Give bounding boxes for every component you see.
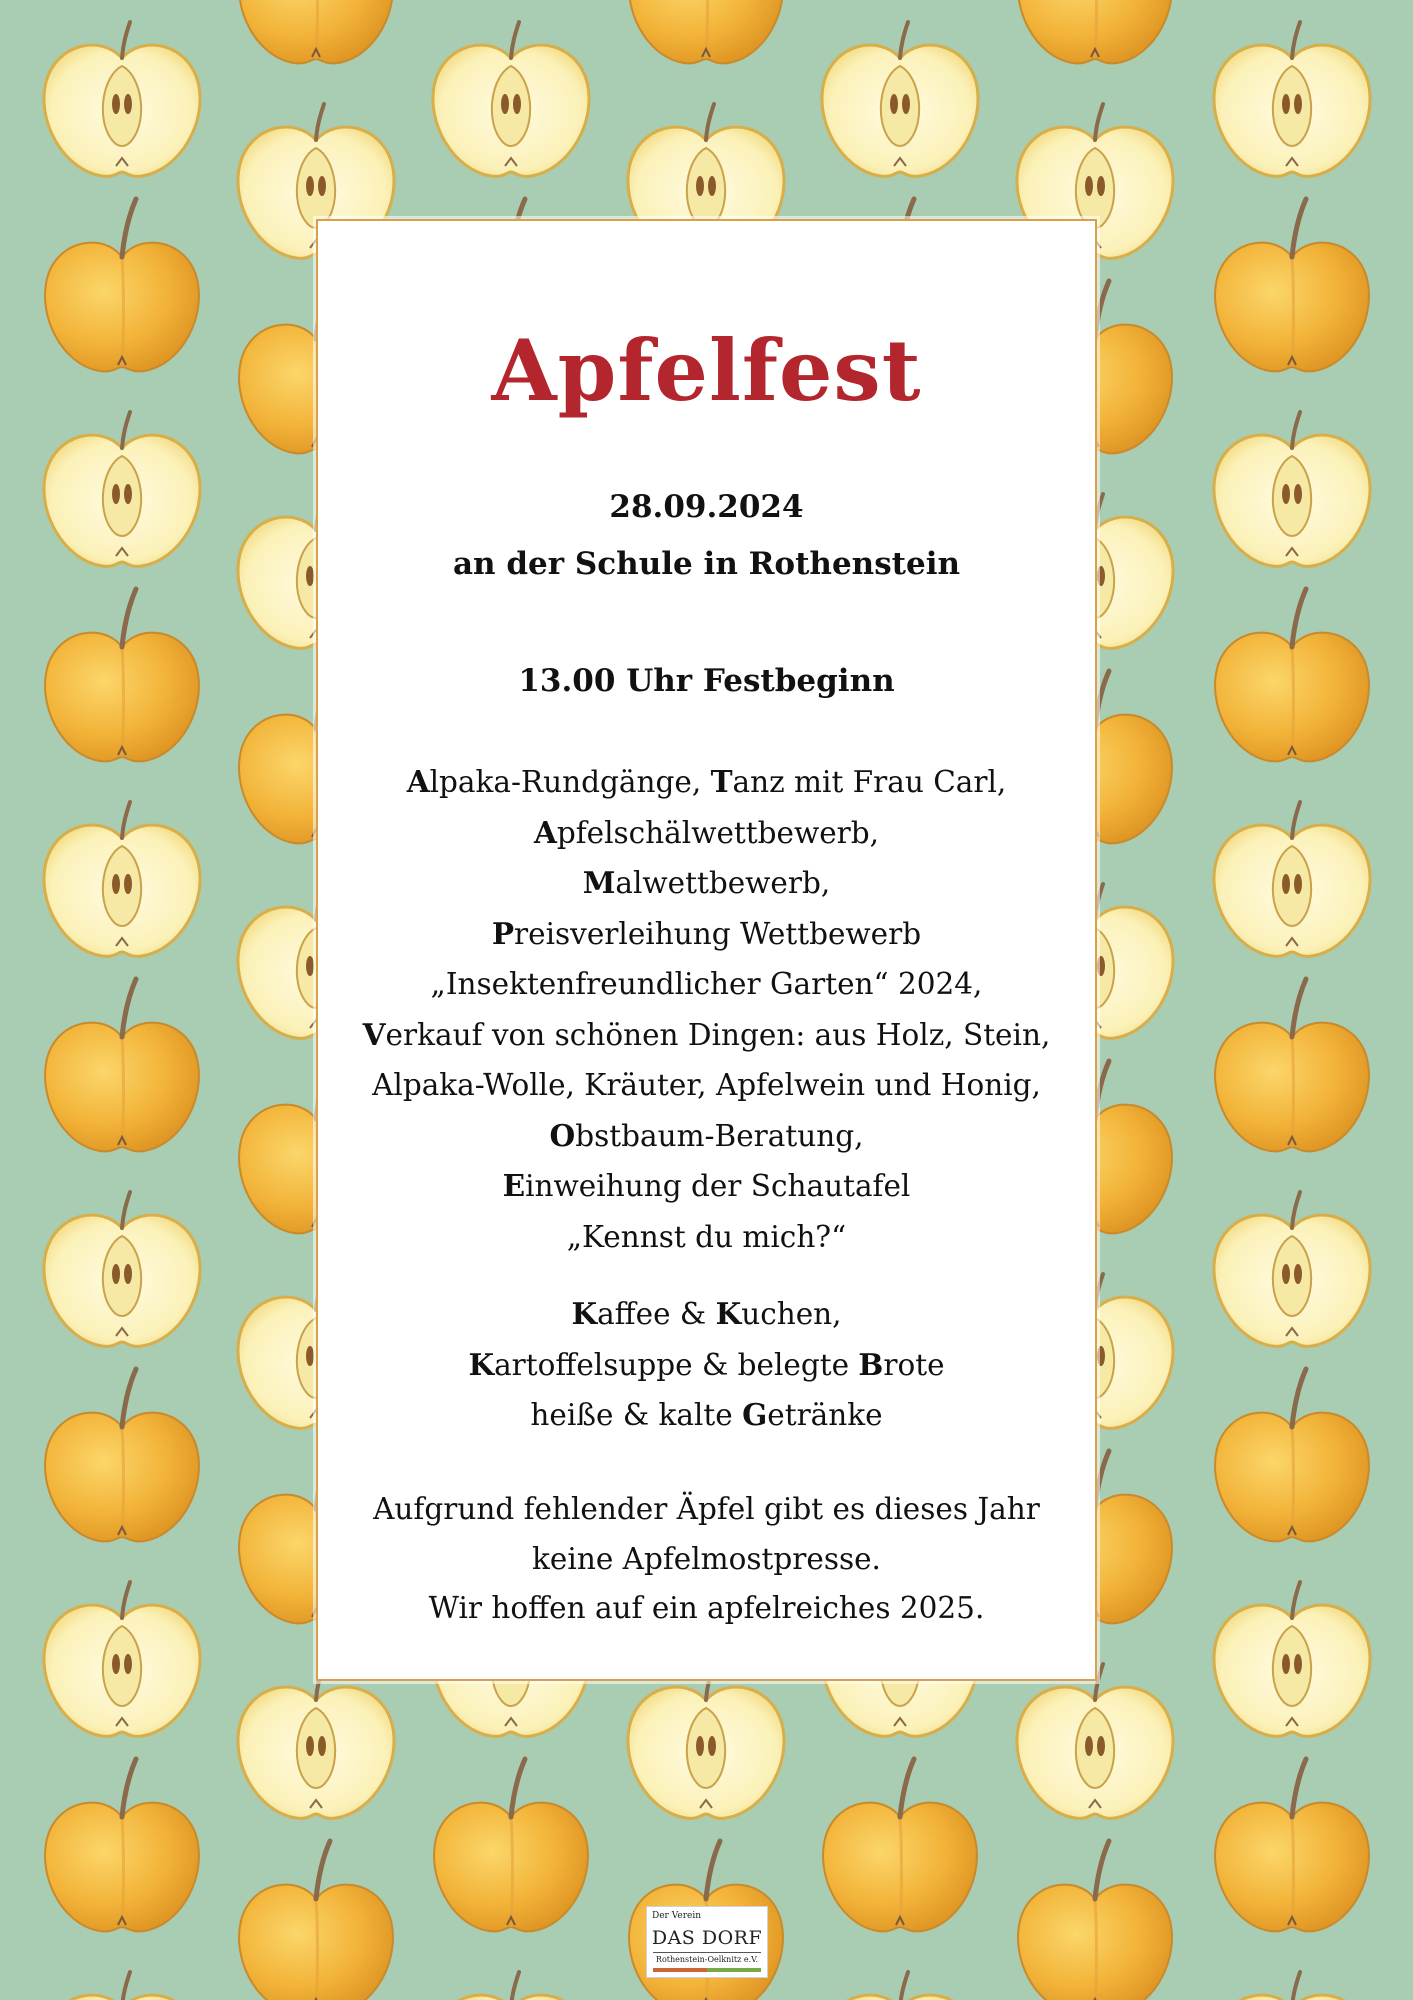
poster-title: Apfelfest: [491, 321, 922, 420]
logo-divider: [653, 1952, 761, 1953]
apple-half-illustration: [628, 1664, 784, 1818]
apple-whole-illustration: [1018, 1841, 1172, 2000]
event-start-time: 13.00 Uhr Festbeginn: [518, 663, 895, 699]
apple-half-illustration: [44, 802, 200, 956]
apple-whole-illustration: [45, 979, 199, 1151]
apple-whole-illustration: [45, 1369, 199, 1541]
apple-half-illustration: [1214, 22, 1370, 176]
event-venue: an der Schule in Rothenstein: [452, 546, 961, 582]
apple-whole-illustration: [434, 1759, 588, 1931]
notice-line: Aufgrund fehlender Äpfel gibt es dieses Jahr: [373, 1492, 1040, 1526]
apple-whole-illustration: [1215, 1759, 1369, 1931]
program-line: Preisverleihung Wettbewerb: [491, 915, 922, 951]
apple-half-illustration: [1214, 1192, 1370, 1346]
notice-text: [318, 1485, 1095, 1634]
apple-half-illustration: [822, 1972, 978, 2000]
club-logo: [646, 1906, 768, 1978]
program-line: Alpaka-Rundgänge, Tanz mit Frau Carl,: [406, 764, 1007, 799]
apple-whole-illustration: [239, 1841, 393, 2000]
apple-whole-illustration: [1215, 589, 1369, 761]
apple-whole-illustration: [1215, 199, 1369, 371]
apple-whole-illustration: [45, 199, 199, 371]
program-line: Alpaka-Wolle, Kräuter, Apfelwein und Honig,: [372, 1068, 1041, 1102]
apple-whole-illustration: [1215, 1369, 1369, 1541]
apple-half-illustration: [44, 1582, 200, 1736]
logo-line-3: Rothenstein-Oelknitz e.V.: [655, 1955, 759, 1964]
apple-whole-illustration: [239, 0, 393, 63]
event-date: 28.09.2024: [609, 489, 804, 525]
apple-whole-illustration: [629, 0, 783, 63]
apple-half-illustration: [1214, 802, 1370, 956]
apple-whole-illustration: [823, 1759, 977, 1931]
apple-half-illustration: [238, 1664, 394, 1818]
logo-line-1: Der Verein: [652, 1911, 702, 1921]
apple-half-illustration: [1214, 412, 1370, 566]
apple-half-illustration: [44, 22, 200, 176]
program-line: Obstbaum-Beratung,: [549, 1117, 864, 1153]
notice-line: Wir hoffen auf ein apfelreiches 2025.: [428, 1591, 985, 1625]
apple-half-illustration: [44, 1192, 200, 1346]
apple-half-illustration: [44, 1972, 200, 2000]
apple-half-illustration: [1214, 1972, 1370, 2000]
program-line: Malwettbewerb,: [582, 865, 831, 900]
apple-half-illustration: [433, 1972, 589, 2000]
apple-half-illustration: [433, 22, 589, 176]
apple-half-illustration: [822, 22, 978, 176]
apple-half-illustration: [1214, 1582, 1370, 1736]
apple-half-illustration: [1017, 1664, 1173, 1818]
food-line: Kaffee & Kuchen,: [571, 1296, 842, 1331]
program-line: Verkauf von schönen Dingen: aus Holz, Stein,: [362, 1016, 1051, 1052]
program-line: „Insektenfreundlicher Garten“ 2024,: [430, 967, 983, 1001]
apple-whole-illustration: [45, 589, 199, 761]
food-line: heiße & kalte Getränke: [530, 1397, 883, 1432]
logo-color-strip: [653, 1968, 761, 1972]
poster-card: [316, 219, 1097, 1681]
program-line: Einweihung der Schautafel: [502, 1168, 911, 1203]
logo-line-2: DAS DORF: [651, 1927, 763, 1949]
apple-whole-illustration: [1215, 979, 1369, 1151]
program-line: Apfelschälwettbewerb,: [533, 814, 880, 850]
food-list: [318, 1289, 1095, 1441]
apple-half-illustration: [44, 412, 200, 566]
apple-whole-illustration: [1018, 0, 1172, 63]
food-line: Kartoffelsuppe & belegte Brote: [468, 1346, 945, 1382]
program-line: „Kennst du mich?“: [566, 1219, 847, 1254]
program-list: [318, 757, 1095, 1262]
notice-line: keine Apfelmostpresse.: [532, 1541, 881, 1576]
apple-whole-illustration: [45, 1759, 199, 1931]
